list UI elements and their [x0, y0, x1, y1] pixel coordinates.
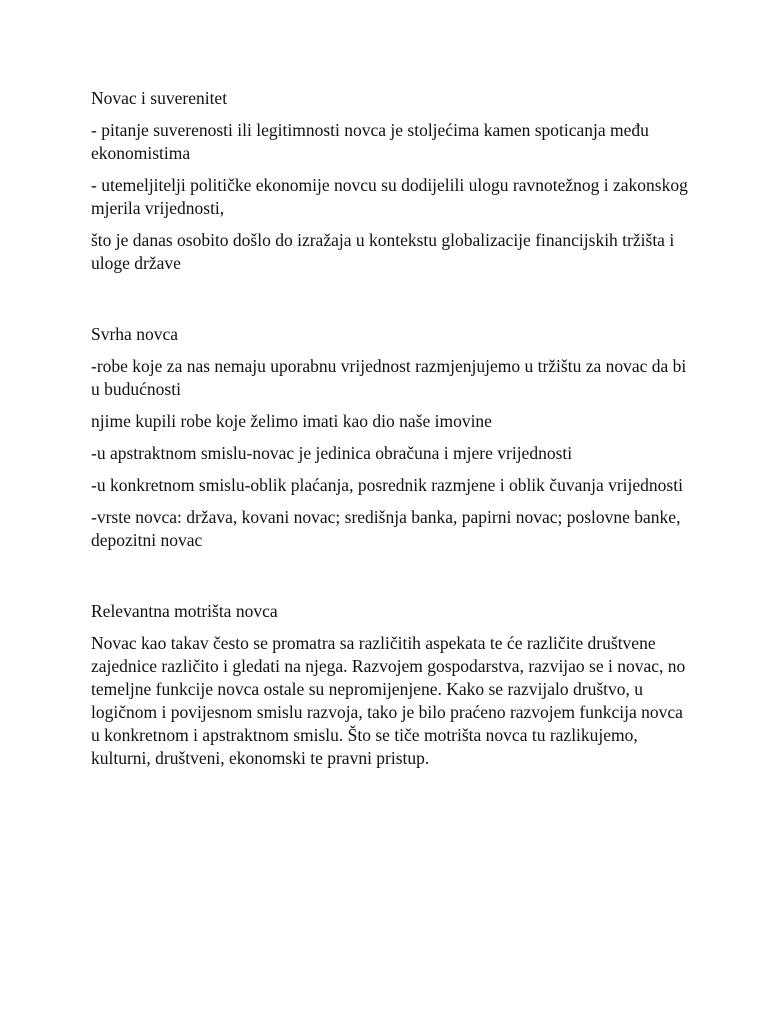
- section-novac-i-suverenitet: [91, 87, 691, 275]
- section-svrha-novca: [91, 323, 691, 552]
- paragraph: - utemeljitelji političke ekonomije novcu su dodijelili ulogu ravnotežnog i zakonskog mjerila vrijednosti,: [91, 175, 688, 218]
- paragraph: -u konkretnom smislu-oblik plaćanja, posrednik razmjene i oblik čuvanja vrijednosti: [91, 475, 683, 495]
- section-relevantna-motrista-novca: [91, 600, 691, 770]
- paragraph: -u apstraktnom smislu-novac je jedinica obračuna i mjere vrijednosti: [91, 443, 573, 463]
- paragraph: Novac kao takav često se promatra sa različitih aspekata te će različite društvene zajednice različito i gledati na njega. Razvojem gospodarstva, razvijao se i novac, no temeljne funkcije novca ostale su nepromijenjene. Kako se razvijalo društvo, u logičnom i povijesnom smislu razvoja, tako je bilo praćeno razvojem funkcija novca u konkretnom i apstraktnom smislu. Što se tiče motrišta novca tu razlikujemo, kulturni, društveni, ekonomski te pravni pristup.: [91, 633, 686, 768]
- paragraph: što je danas osobito došlo do izražaja u kontekstu globalizacije financijskih tržišta i uloge države: [91, 230, 675, 273]
- paragraph: -robe koje za nas nemaju uporabnu vrijednost razmjenjujemo u tržištu za novac da bi u budućnosti: [91, 356, 687, 399]
- paragraph: -vrste novca: država, kovani novac; središnja banka, papirni novac; poslovne banke, depozitni novac: [91, 507, 681, 550]
- section-heading: Svrha novca: [91, 324, 178, 344]
- document-page: [91, 87, 691, 770]
- paragraph: - pitanje suverenosti ili legitimnosti novca je stoljećima kamen spoticanja među ekonomistima: [91, 120, 649, 163]
- section-heading: Novac i suverenitet: [91, 88, 228, 108]
- section-heading: Relevantna motrišta novca: [91, 601, 278, 621]
- paragraph: njime kupili robe koje želimo imati kao dio naše imovine: [91, 411, 492, 431]
